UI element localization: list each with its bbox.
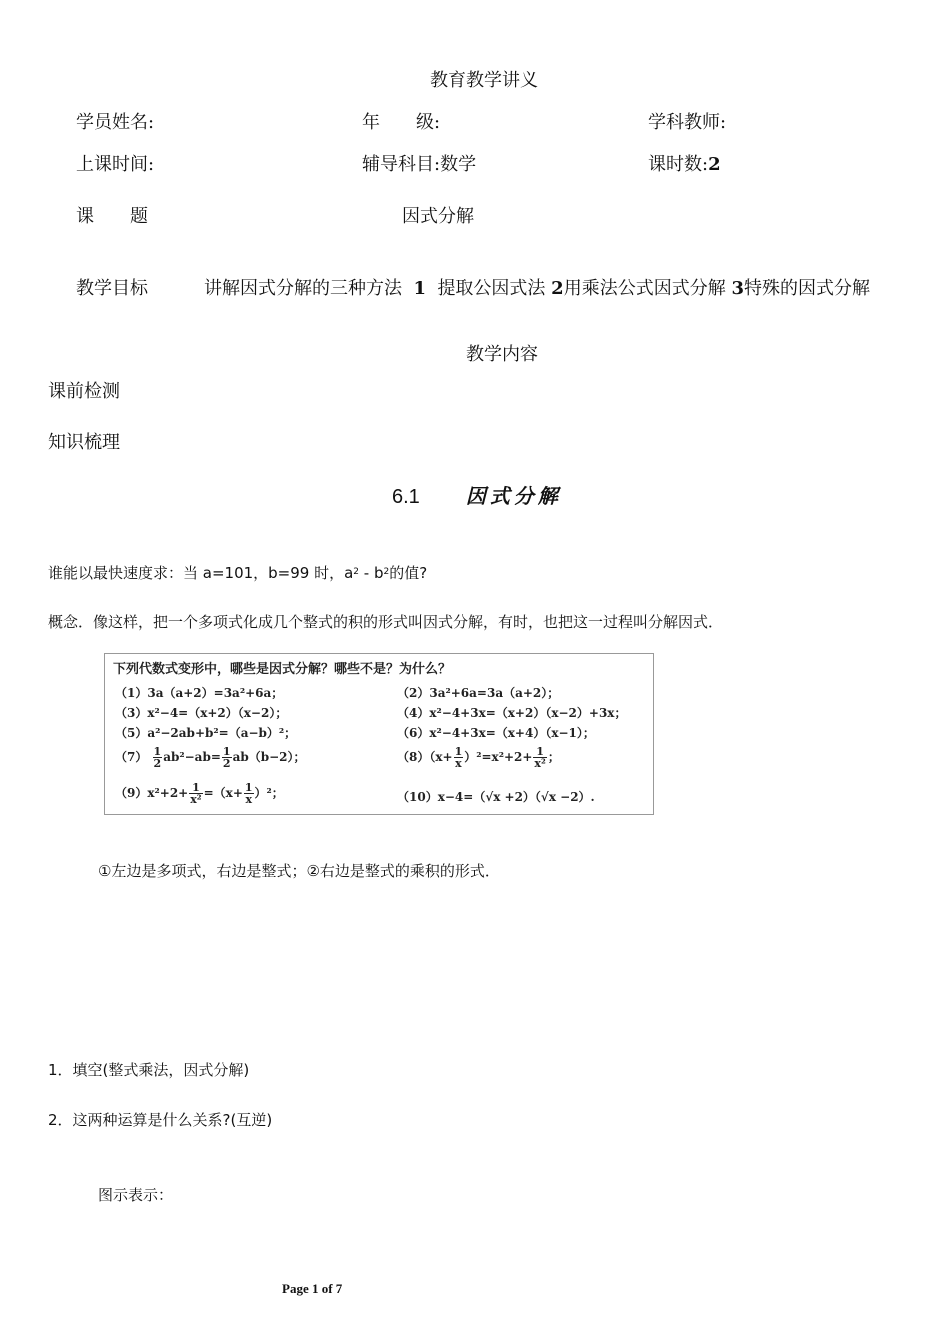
factorization-conditions: ①左边是多项式，右边是整式；②右边是整式的乘积的形式．: [98, 862, 500, 880]
topic-label: 课 题: [76, 206, 148, 227]
question-text-b: - b: [359, 564, 384, 582]
hours-field: [648, 150, 721, 176]
pre-check-heading: 课前检测: [48, 381, 120, 402]
goal-text-d: 特殊的因式分解: [743, 278, 870, 299]
teacher-label: 学科教师:: [648, 112, 727, 133]
subject-value: 数学: [440, 154, 477, 175]
grade-label: 年 级:: [362, 112, 441, 133]
section-number: 6.1: [392, 486, 420, 508]
fraction-denominator: x²: [534, 757, 546, 770]
fraction-denominator: 2: [222, 757, 231, 770]
fraction-numerator: 1: [533, 746, 546, 758]
subject-field: [362, 150, 476, 176]
content-title: 教学内容: [466, 344, 538, 365]
exercise-item-7: [115, 746, 306, 769]
item8-middle: ）²=x²+2+: [464, 750, 533, 764]
concept-definition: 概念．像这样，把一个多项式化成几个整式的积的形式叫因式分解，有时，也把这一过程叫分解因式．: [48, 613, 724, 631]
fraction-numerator: 1: [222, 745, 231, 758]
diagram-caption: 图示表示：: [98, 1186, 174, 1204]
student-name-label: 学员姓名:: [76, 112, 155, 133]
goal-num-1: 1: [413, 278, 426, 299]
item7-suffix: ab（b−2）；: [232, 750, 306, 764]
fraction-one-over-x2: [533, 746, 546, 769]
goal-num-2: 2: [551, 278, 564, 299]
exercise-item-3: （3）x²−4=（x+2）（x−2）；: [115, 706, 288, 720]
fraction-half-1: [153, 746, 163, 769]
goal-label: 教学目标: [76, 278, 148, 299]
item7-prefix: （7）: [115, 750, 148, 764]
fraction-denominator: x: [245, 793, 252, 806]
hours-label: 课时数:: [648, 154, 709, 175]
fraction-one-over-x2: [189, 782, 202, 805]
exercise-item-6: （6）x²−4+3x=（x+4）（x−1）；: [397, 726, 595, 740]
warmup-question: [48, 562, 427, 583]
item9-paren: =（x+: [203, 786, 243, 800]
section-heading: [392, 480, 562, 509]
item8-prefix: （8）: [397, 750, 430, 764]
fraction-denominator: 2: [153, 757, 162, 770]
exercise-item-1: （1）3a（a+2）=3a²+6a；: [115, 686, 284, 700]
subject-label: 辅导科目:: [362, 154, 441, 175]
class-time-label: 上课时间:: [76, 154, 155, 175]
exercise-item-2: （2）3a²+6a=3a（a+2）；: [397, 686, 560, 700]
fraction-denominator: x²: [190, 793, 202, 806]
item8-end: ；: [547, 750, 560, 764]
section-title: 因式分解: [465, 484, 562, 508]
exercise-item-10: （10）x−4=（√x +2）（√x −2）.: [397, 790, 595, 804]
knowledge-heading: 知识梳理: [48, 432, 120, 453]
question-exponent-1: 2: [353, 567, 360, 577]
goal-text-c: 用乘法公式因式分解: [563, 278, 726, 299]
exercise-item-8: [397, 746, 560, 769]
goal-text-b: 提取公因式法: [437, 278, 546, 299]
question-exponent-2: 2: [383, 567, 390, 577]
fraction-one-over-x: [454, 746, 464, 769]
exercise-box: [104, 653, 654, 815]
page-number: Page 1 of 7: [282, 1281, 343, 1296]
fraction-numerator: 1: [244, 781, 253, 794]
topic-value: 因式分解: [402, 206, 474, 227]
goal-text-a: 讲解因式分解的三种方法: [204, 278, 402, 299]
exercise-question: 下列代数式变形中，哪些是因式分解？哪些不是？为什么？: [113, 662, 452, 677]
exercise-item-5: （5）a²−2ab+b²=（a−b）²；: [115, 726, 297, 740]
fraction-one-over-x: [244, 782, 254, 805]
item8-paren: （x+: [429, 750, 453, 764]
fraction-half-2: [222, 746, 232, 769]
exercise-item-4: （4）x²−4+3x=（x+2）（x−2）+3x；: [397, 706, 627, 720]
question-text-a: 谁能以最快速度求：当 a=101，b=99 时，a: [48, 564, 354, 582]
fraction-numerator: 1: [153, 745, 162, 758]
fill-in-1: 1．填空(整式乘法，因式分解): [48, 1061, 250, 1079]
item7-middle: ab²−ab=: [163, 750, 221, 764]
fraction-denominator: x: [455, 757, 462, 770]
hours-value: 2: [708, 154, 721, 175]
fraction-numerator: 1: [189, 782, 202, 794]
goal-num-3: 3: [731, 278, 744, 299]
question-text-c: 的值?: [389, 564, 428, 582]
item9-suffix: ）²；: [254, 786, 284, 800]
item9-prefix: （9）x²+2+: [115, 786, 189, 800]
lecture-title: 教育教学讲义: [430, 70, 538, 91]
exercise-item-9: [115, 782, 284, 805]
fill-in-2: 2．这两种运算是什么关系?(互逆): [48, 1111, 273, 1129]
goal-text: [204, 274, 870, 300]
fraction-numerator: 1: [454, 745, 463, 758]
